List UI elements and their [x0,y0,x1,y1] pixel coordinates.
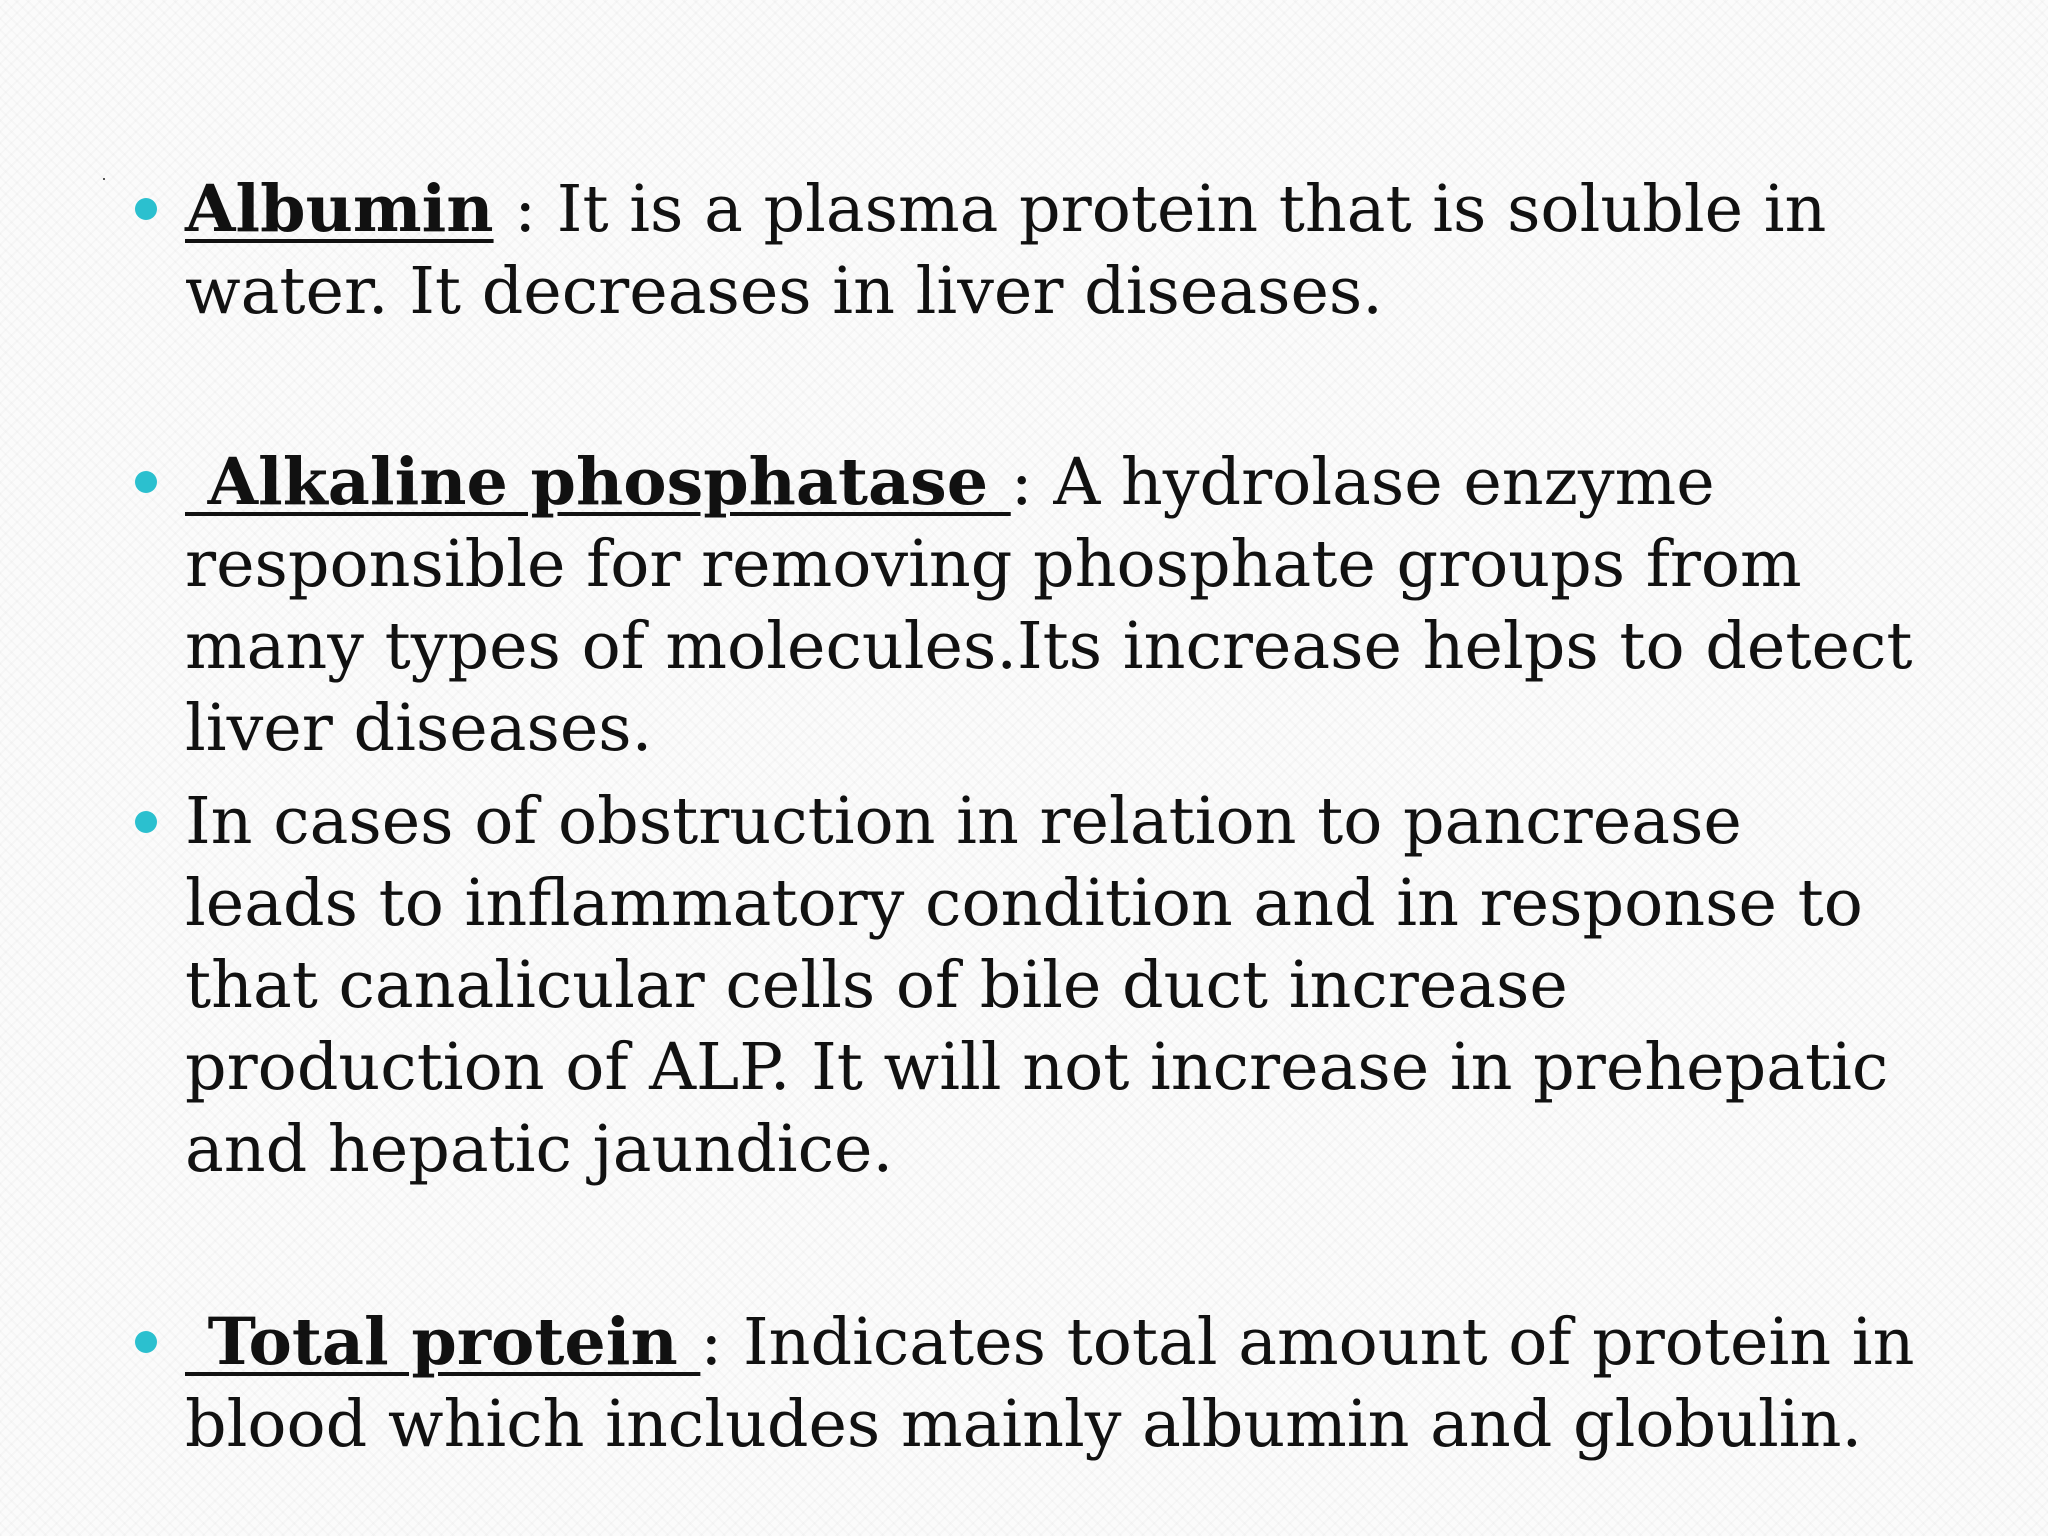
bullet-dot-icon [135,198,157,220]
bullet-text: Indicates total amount of protein in blood which includes mainly albumin and globulin. [185,1305,1915,1462]
bullet-alkaline-phosphatase [185,441,1915,770]
term-alkaline-phosphatase: Alkaline phosphatase [185,444,1011,520]
separator: : [1010,445,1054,520]
bullet-dot-icon [135,1331,157,1353]
bullet-dot-icon [135,811,157,833]
term-albumin: Albumin [185,171,494,247]
bullet-obstruction [185,781,1915,1191]
bullet-dot-icon [135,471,157,493]
separator: : [700,1305,743,1380]
bullet-total-protein [185,1301,1915,1466]
term-total-protein: Total protein [185,1304,701,1380]
dot-mark [103,178,105,180]
bullet-text: In cases of obstruction in relation to pancrease leads to inflammatory condition and in response to that canalicular cells of bile duct increase production of ALP. It will not increase in prehepatic and hepatic jaundice. [185,784,1889,1187]
separator: : [493,172,557,247]
bullet-albumin [185,168,1915,333]
bullet-text: A hydrolase enzyme responsible for removing phosphate groups from many types of molecules.Its increase helps to detect liver diseases. [185,445,1913,766]
bullet-text: It is a plasma protein that is soluble in water. It decreases in liver diseases. [185,172,1827,329]
